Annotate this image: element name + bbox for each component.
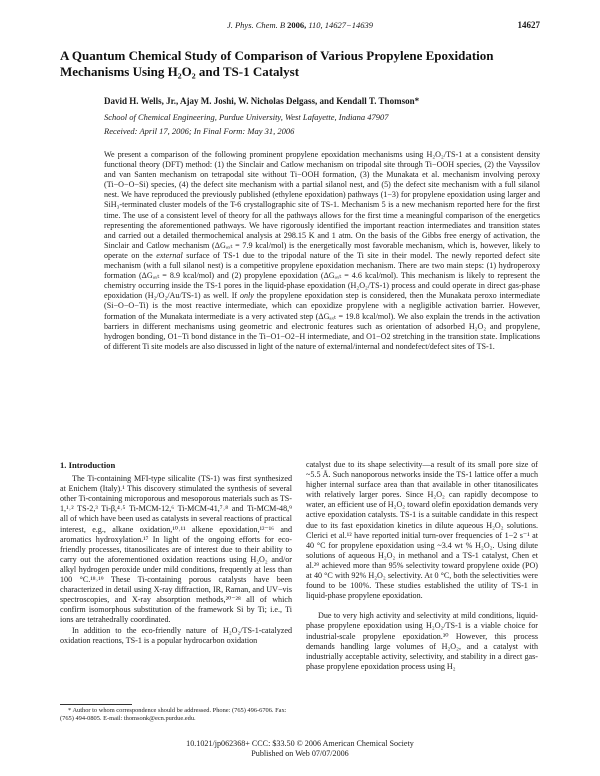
column-right — [306, 460, 538, 672]
page-footer — [60, 739, 540, 759]
journal-citation — [60, 20, 540, 30]
affiliation: School of Chemical Engineering, Purdue University, West Lafayette, Indiana 47907 — [104, 112, 389, 122]
correspondence-footnote: * Author to whom correspondence should be addressed. Phone: (765) 496-6706. Fax: (765) 494-0805. E-mail: thomsonk@ecn.purdue.edu. — [60, 707, 287, 722]
intro-paragraph-1: The Ti-containing MFI-type silicalite (TS-1) was first synthesized at Enichem (Italy).¹ This discovery stimulated the synthesis of several other Ti-containing microporous and mesoporous materials such as TS-1,¹˒² TS-2,³ Ti-β,⁴˒⁵ Ti-MCM-12,⁶ Ti-MCM-41,⁷˒⁸ and Ti-MCM-48,⁹ all of which have been used as catalysts in several reactions of practical interest, e.g., alkane oxidation,¹⁰˒¹¹ alkene epoxidation,¹²⁻¹⁶ and aromatics hydroxylation.¹⁷ In light of the ongoing efforts for eco-friendly processes, titanosilicates are of interest due to their ability to carry out the aforementioned oxidation reactions using H₂O₂ and/or alkyl hydrogen peroxide under mild conditions, frequently at less than 100 °C.¹⁸˒¹⁹ These Ti-containing porous catalysts have been characterized in detail using X-ray diffraction, IR, Raman, and UV−vis spectroscopies, and X-ray absorption methods,²⁰⁻²⁸ all of which confirm isomorphous substitution of the framework Si by Ti; i.e., Ti ions are tetrahedrally coordinated. — [60, 474, 292, 625]
intro-paragraph-2: In addition to the eco-friendly nature of H₂O₂/TS-1-catalyzed oxidation reactions, TS-1 is a popular hydrocarbon oxidation — [60, 625, 292, 645]
doi-copyright: 10.1021/jp062368+ CCC: $33.50 © 2006 American Chemical Society — [186, 739, 414, 748]
footnote — [60, 707, 292, 723]
authors: David H. Wells, Jr., Ajay M. Joshi, W. Nicholas Delgass, and Kendall T. Thomson* — [104, 96, 420, 106]
journal-year: 2006, — [287, 20, 307, 30]
column-left — [60, 460, 292, 646]
intro-paragraph-3: Due to very high activity and selectivity at mild conditions, liquid-phase propylene epoxidation using H₂O₂/TS-1 is a viable choice for industrial-scale propylene epoxidation.³⁰ However, this process demands handling large volumes of H₂O₂, and a catalyst with industrially acceptable activity, selectivity, and stability in a direct gas-phase propylene epoxidation process using H₂ — [306, 611, 538, 671]
article-title: A Quantum Chemical Study of Comparison of Various Propylene Epoxidation Mechanisms Using H₂O₂ and TS-1 Catalyst — [60, 48, 494, 79]
running-head — [60, 20, 540, 32]
received-dates: Received: April 17, 2006; In Final Form: May 31, 2006 — [104, 126, 295, 136]
abstract-text: We present a comparison of the following prominent propylene epoxidation mechanisms using H₂O₂/TS-1 at a consistent density functional theory (DFT) method: (1) the Sinclair and Catlow mechanism on tripodal site through Ti−OOH species, (2) the Vayssilov and van Santen mechanism on tetrapodal site without Ti−OOH formation, (3) the Munakata et al. mechanism involving peroxy (Ti−O−O−Si) species, (4) the defect site mechanism with a partial silanol nest, and (5) the defect site mechanism with a full silanol nest. We have reproduced the previously published (ethylene epoxidation) pathways (1−3) for propylene epoxidation using larger and SiH₃-terminated cluster models of the T-6 crystallographic site of TS-1. Mechanism 5 is a new mechanism reported here for the first time. The use of a consistent level of theory for all the pathways allows for the first time a meaningful comparison of the energetics representing the aforementioned pathways. We have rigorously identified the important reaction intermediates and transition states and carried out a detailed thermochemical analysis at 298.15 K and 1 atm. On the basis of the Gibbs free energy of activation, the Sinclair and Catlow mechanism (ΔGₐₓₜ = 7.9 kcal/mol) is the energetically most favorable mechanism, which is, however, likely to operate on the external surface of TS-1 due to the tripodal nature of the Ti site in their model. The newly reported defect site mechanism (with a full silanol nest) is a competitive propylene epoxidation mechanism. There are two main steps: (1) hydroperoxy formation (ΔGₐₓₜ = 8.9 kcal/mol) and (2) propylene epoxidation (ΔGₐₓₜ = 4.6 kcal/mol). This mechanism is likely to represent the chemistry occurring inside the TS-1 pores in the liquid-phase epoxidation (H₂O₂/TS-1) process and could operate in direct gas-phase epoxidation (H₂/O₂/Au/TS-1) as well. If only the propylene epoxidation step is considered, then the Munakata peroxo intermediate (Si−O−O−Ti) is the most reactive intermediate, which can epoxidize propylene with a negligible activation barrier. However, formation of the Munakata intermediate is a very activated step (ΔGₐₓₜ = 19.8 kcal/mol). We also explain the trends in the activation barriers in different mechanisms using geometric and electronic features such as orientation of adsorbed H₂O₂ and propylene, hydrogen bonding, O1−Ti bond distance in the Ti−O1−O2−H intermediate, and O1−O2 stretching in the transition state. Implications of different Ti site models are also discussed in light of the nature of external/internal and nondefect/defect sites of TS-1. — [104, 150, 540, 351]
section-heading-introduction: 1. Introduction — [60, 460, 116, 470]
journal-pages: 14627−14639 — [324, 20, 374, 30]
abstract — [104, 150, 540, 352]
intro-paragraph-continued: catalyst due to its shape selectivity—a result of its small pore size of ~5.5 Å. Such nanoporous networks inside the TS-1 lattice offer a much higher internal surface area than that available in other titanosilicates with relatively larger pores. Since H₂O₂ can rapidly decompose to water, an efficient use of H₂O₂ toward olefin epoxidation demands very active epoxidation catalysts. TS-1 is a suitable candidate in this respect due to its fast epoxidation kinetics in dilute aqueous H₂O₂ solutions. Clerici et al.¹² have reported initial turn-over frequencies of 1−2 s⁻¹ at 40 °C for propylene epoxidation using ~3.4 wt % H₂O₂. Using dilute solutions of aqueous H₂O₂ in methanol and a TS-1 catalyst, Chen et al.²⁹ achieved more than 95% selectivity toward propylene oxide (PO) at 40 °C with 92% H₂O₂ selectivity. At 0 °C, both the selectivities were found to be 100%. These studies established the utility of TS-1 in liquid-phase propylene epoxidation. — [306, 460, 538, 601]
footnote-divider — [60, 704, 132, 705]
journal-volume: 110, — [308, 20, 323, 30]
published-date: Published on Web 07/07/2006 — [251, 749, 349, 758]
journal-name: J. Phys. Chem. B — [226, 20, 286, 30]
page-number: 14627 — [517, 20, 540, 30]
